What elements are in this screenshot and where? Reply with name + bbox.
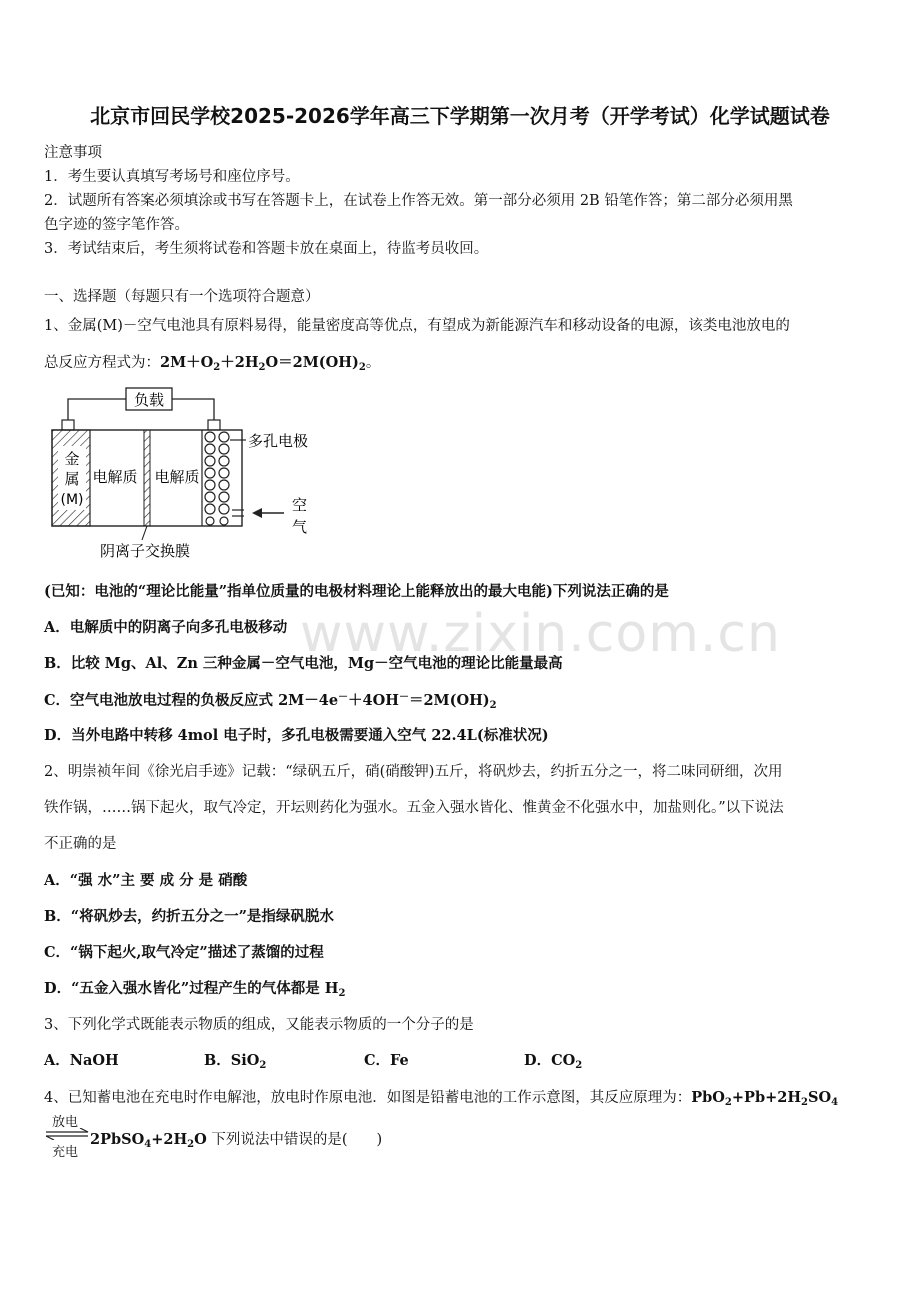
q1-stem-line2: 总反应方程式为：$2M+O_2+2H_2O=2M(OH)_2$。 bbox=[44, 354, 381, 373]
notice-item-2: 2．试题所有答案必须填涂或书写在答题卡上，在试卷上作答无效。第一部分必须用 2B 铅笔作答；第二部分必须用黑 bbox=[44, 193, 793, 209]
q4-reactants: $PbO_2+Pb+2H_2SO_4$ bbox=[691, 1089, 839, 1108]
svg-text:(M): (M) bbox=[60, 492, 84, 508]
porous-label: 多孔电极 bbox=[248, 432, 309, 450]
electrolyte-right: 电解质 bbox=[154, 468, 200, 486]
q1-option-d: D．当外电路中转移 4mol 电子时，多孔电极需要通入空气 22.4L(标准状况) bbox=[44, 727, 549, 744]
page-title: 北京市回民学校2025-2026学年高三下学期第一次月考（开学考试）化学试题试卷 bbox=[90, 104, 830, 128]
q3-option-b: B．SiO$_2$ bbox=[204, 1052, 267, 1071]
q3-option-d: D．$CO_2$ bbox=[524, 1052, 583, 1071]
q4-products: $2PbSO_4+2H_2O$ 下列说法中错误的是( ) bbox=[90, 1131, 383, 1150]
notice-item-3: 3．考试结束后，考生须将试卷和答题卡放在桌面上，待监考员收回。 bbox=[44, 241, 489, 257]
watermark: www.zixin.com.cn bbox=[300, 604, 781, 664]
q2-option-b: B．“将矾炒去，约折五分之一”是指绿矾脱水 bbox=[44, 908, 334, 925]
notice-heading: 注意事项 bbox=[44, 145, 102, 161]
svg-text:金: 金 bbox=[64, 450, 80, 468]
q1-option-c: C．空气电池放电过程的负极反应式 $2M-4e^-+4OH^-=2M(OH)_2$ bbox=[44, 692, 497, 711]
q2-option-d: D．“五金入强水皆化”过程产生的气体都是 $H_2$ bbox=[44, 980, 346, 999]
q2-stem-line1: 2、明崇祯年间《徐光启手迹》记载：“绿矾五斤，硝(硝酸钾)五斤，将矾炒去，约折五分之一，将二味同研细，次用 bbox=[44, 764, 783, 780]
notice-item-1: 1．考生要认真填写考场号和座位序号。 bbox=[44, 169, 300, 185]
electrolyte-left: 电解质 bbox=[92, 468, 138, 486]
q3-stem: 3、下列化学式既能表示物质的组成，又能表示物质的一个分子的是 bbox=[44, 1017, 474, 1033]
svg-text:气: 气 bbox=[292, 518, 308, 536]
svg-text:属: 属 bbox=[64, 470, 80, 488]
q2-option-c: C．“锅下起火,取气冷定”描述了蒸馏的过程 bbox=[44, 944, 324, 961]
battery-diagram-svg bbox=[44, 380, 344, 560]
q3-option-a: A．NaOH bbox=[44, 1052, 119, 1069]
q2-option-a: A．“强 水”主 要 成 分 是 硝酸 bbox=[44, 872, 248, 889]
svg-text:空: 空 bbox=[292, 496, 308, 514]
notice-item-2-cont: 色字迹的签字笔作答。 bbox=[44, 217, 189, 233]
section-heading: 一、选择题（每题只有一个选项符合题意） bbox=[44, 289, 320, 305]
q2-stem-line3: 不正确的是 bbox=[44, 836, 117, 852]
q1-equation: $2M+O_2+2H_2O=2M(OH)_2$ bbox=[160, 354, 366, 373]
air-arrow bbox=[252, 508, 262, 518]
membrane-label: 阴离子交换膜 bbox=[100, 542, 191, 560]
q1-option-a: A．电解质中的阴离子向多孔电极移动 bbox=[44, 619, 288, 636]
load-label: 负载 bbox=[133, 391, 165, 409]
q2-stem-line2: 铁作锅，……锅下起火，取气冷定，开坛则药化为强水。五金入强水皆化、惟黄金不化强水中，加盐则化。”以下说法 bbox=[44, 800, 784, 816]
reversible-arrow-icon bbox=[44, 1128, 90, 1140]
q3-option-c: C．Fe bbox=[364, 1052, 409, 1069]
q1-option-b: B．比较 Mg、Al、Zn 三种金属－空气电池，Mg－空气电池的理论比能量最高 bbox=[44, 655, 563, 672]
q1-stem-line1: 1、金属(M)－空气电池具有原料易得，能量密度高等优点，有望成为新能源汽车和移动设备的电源，该类电池放电的 bbox=[44, 318, 790, 334]
q1-note: (已知：电池的“理论比能量”指单位质量的电极材料理论上能释放出的最大电能)下列说法正确的是 bbox=[44, 583, 669, 600]
battery-diagram bbox=[44, 380, 344, 564]
q4-stem: 4、已知蓄电池在充电时作电解池，放电时作原电池．如图是铅蓄电池的工作示意图，其反应原理为：$PbO_2+Pb+2H_2SO_4$ bbox=[44, 1089, 839, 1108]
porous-electrode bbox=[205, 432, 229, 525]
q4-discharge-label: 放电 bbox=[52, 1115, 79, 1130]
q4-charge-label: 充电 bbox=[52, 1145, 79, 1160]
membrane bbox=[144, 430, 150, 526]
